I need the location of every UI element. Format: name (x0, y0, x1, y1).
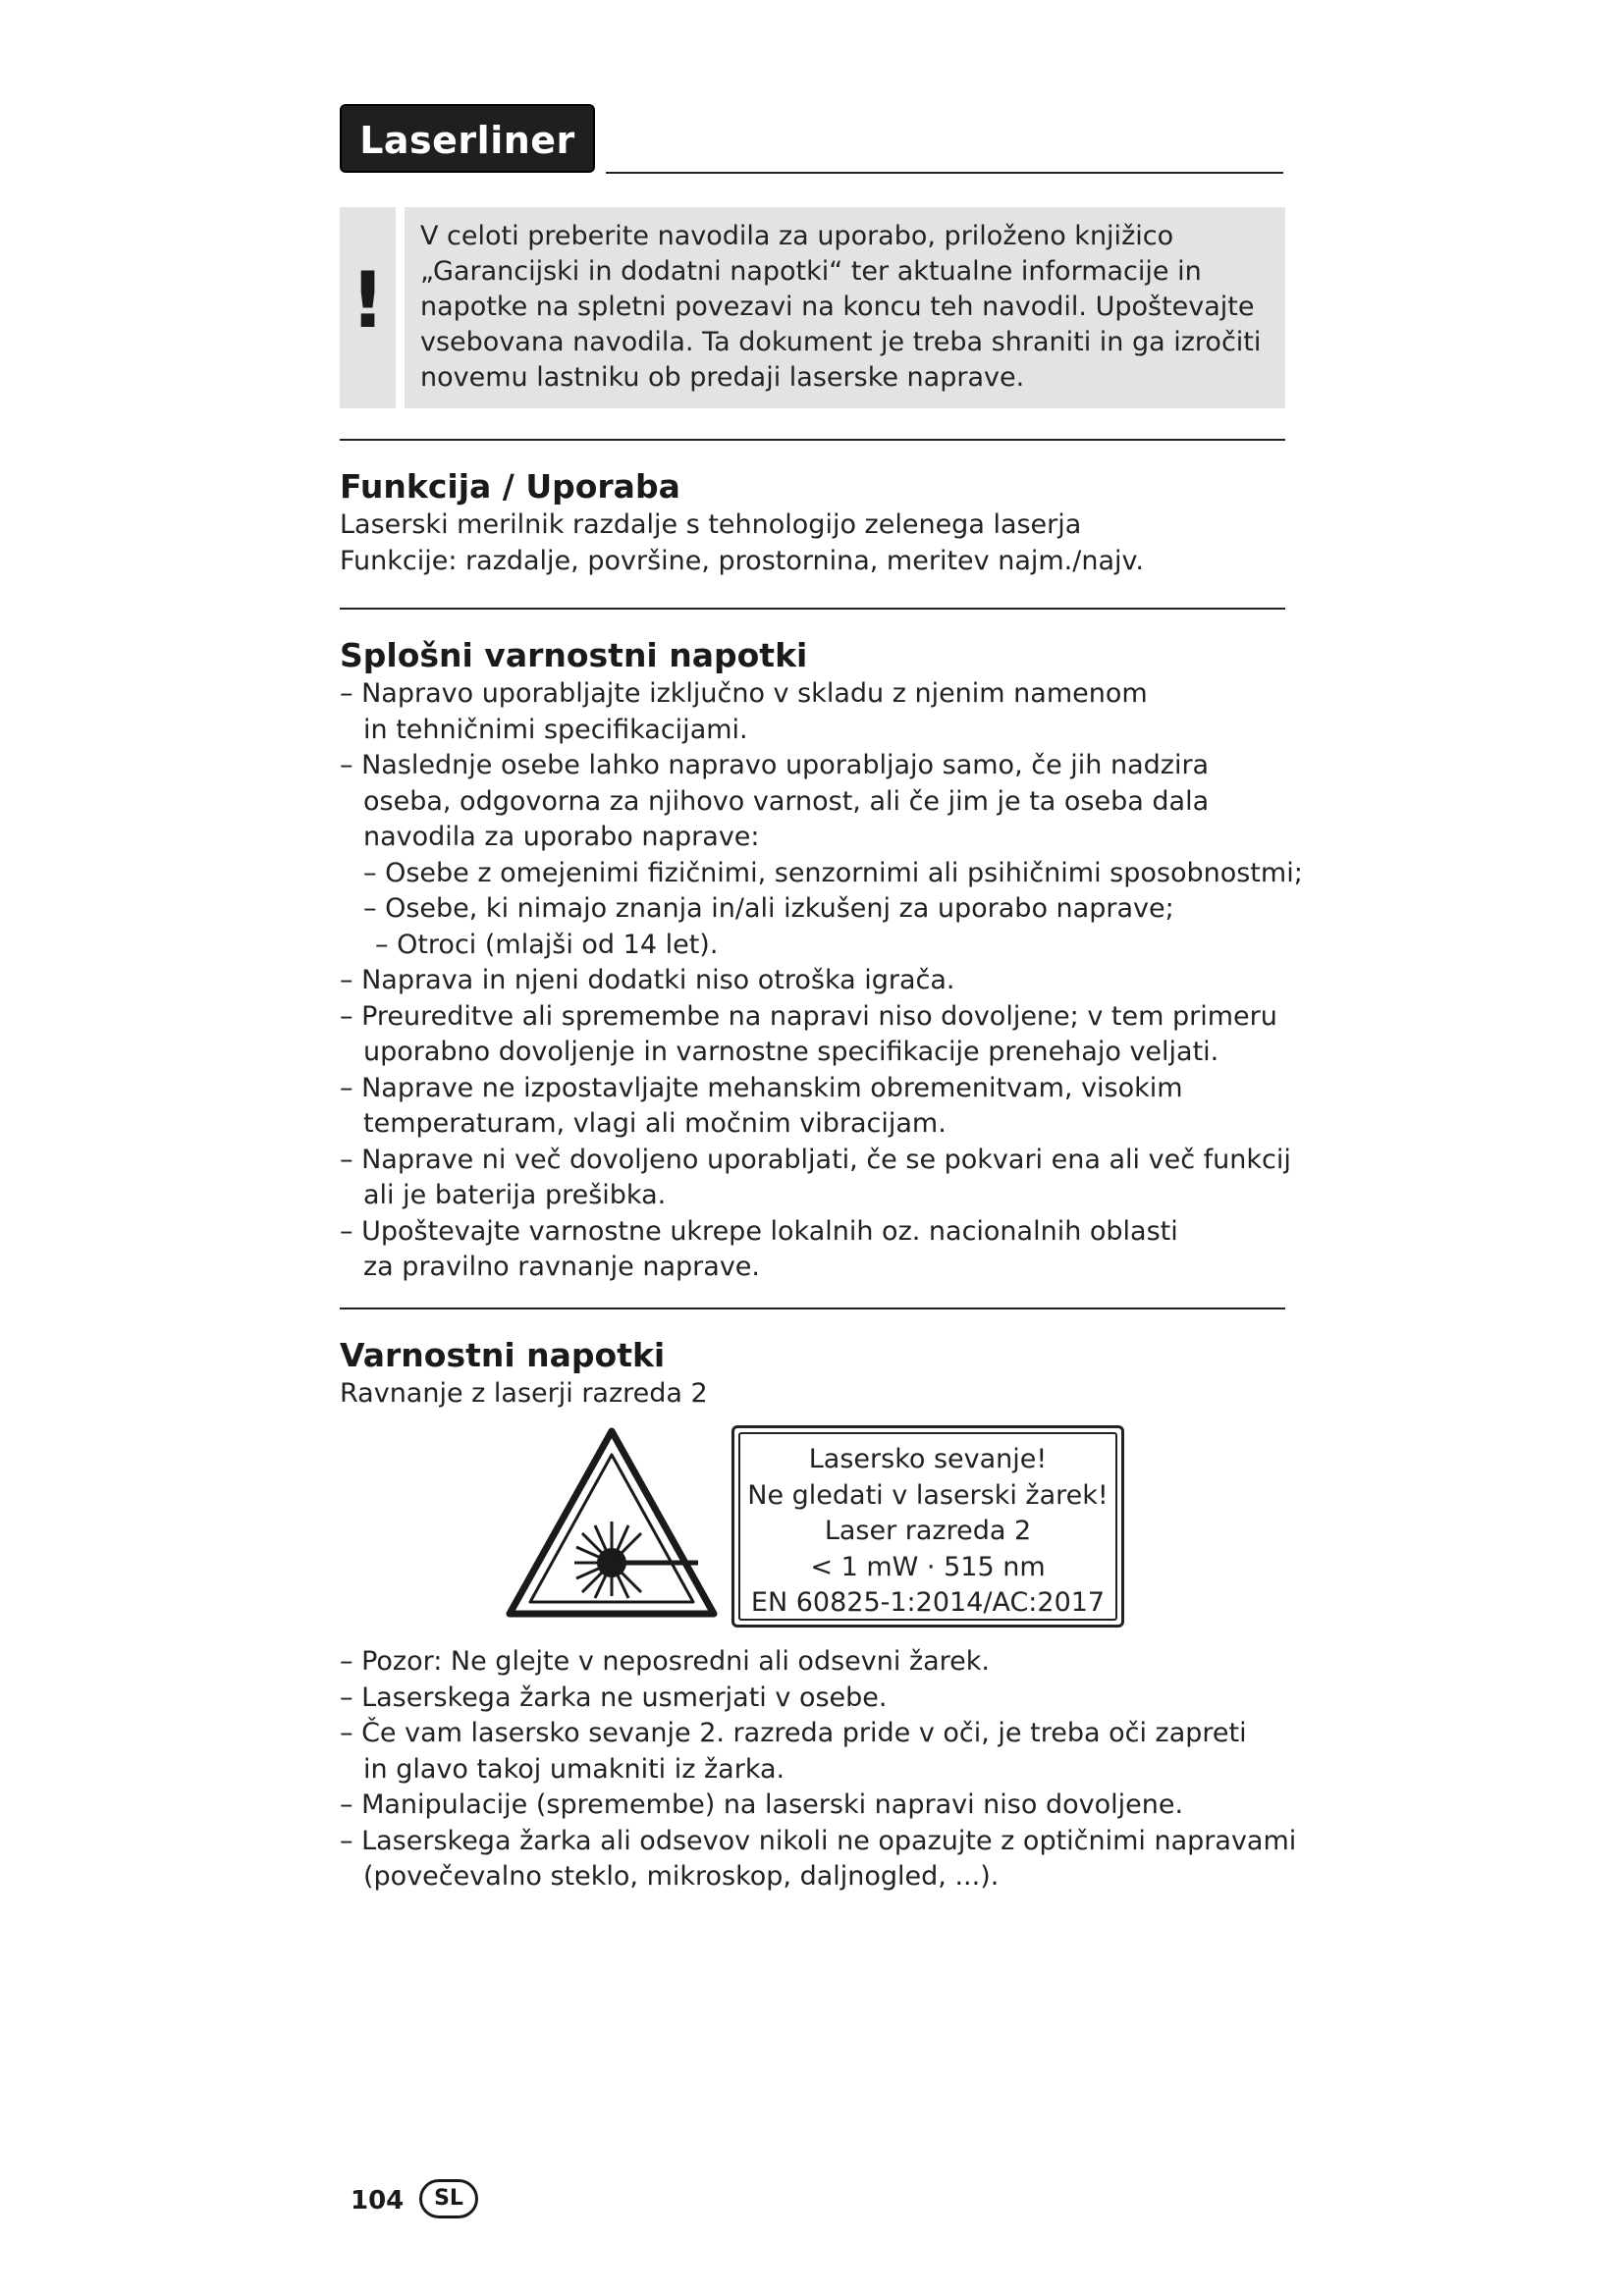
header-rule (606, 172, 1283, 174)
bullet-line: – Preureditve ali spremembe na napravi niso dovoljene; v tem primeru (340, 1000, 1277, 1032)
bullet-line: – Če vam lasersko sevanje 2. razreda pride v oči, je treba oči zapreti (340, 1718, 1247, 1748)
sub-bullet-line: – Osebe, ki nimajo znanja in/ali izkušenj za uporabo naprave; (363, 893, 1174, 924)
sub-bullet-line: – Otroci (mlajši od 14 let). (375, 929, 719, 960)
bullet-line: – Naslednje osebe lahko napravo uporabljajo samo, če jih nadzira (340, 750, 1210, 780)
section-divider (340, 608, 1285, 610)
section-heading: Varnostni napotki (340, 1336, 666, 1374)
bullet-line: – Naprave ni več dovoljeno uporabljati, če se pokvari ena ali več funkcij (340, 1144, 1291, 1175)
section-divider (340, 1308, 1285, 1309)
bullet-continuation: ali je baterija prešibka. (363, 1180, 667, 1210)
section-heading: Funkcija / Uporaba (340, 467, 680, 506)
notice-line: „Garancijski in dodatni napotki“ ter aktualne informacije in (420, 256, 1202, 287)
safety-notes-list (340, 1644, 1297, 1896)
bullet-continuation: uporabno dovoljenje in varnostne specifikacije prenehajo veljati. (363, 1037, 1219, 1067)
bullet-line: – Naprave ne izpostavljajte mehanskim obremenitvam, visokim (340, 1072, 1183, 1103)
notice-line: vsebovana navodila. Ta dokument je treba shraniti in ga izročiti (420, 327, 1262, 357)
body-line: Laserski merilnik razdalje s tehnologijo zelenega laserja (340, 509, 1082, 540)
general-safety-section (340, 635, 1303, 1286)
bullet-line: – Upoštevajte varnostne ukrepe lokalnih oz. nacionalnih oblasti (340, 1215, 1178, 1247)
notice-box (405, 207, 1285, 408)
bullet-line: – Napravo uporabljajte izključno v skladu z njenim namenom (340, 678, 1148, 709)
bullet-continuation: in glavo takoj umakniti iz žarka. (363, 1753, 785, 1785)
bullet-continuation: temperaturam, vlagi ali močnim vibracijam. (363, 1108, 947, 1139)
laser-class-label-inner (738, 1432, 1117, 1621)
bullet-continuation: oseba, odgovorna za njihovo varnost, ali če jim je ta oseba dala (363, 785, 1210, 817)
page-number: 104 (351, 2186, 405, 2216)
bullet-continuation: za pravilno ravnanje naprave. (363, 1252, 760, 1282)
laser-class-label (731, 1425, 1124, 1628)
label-line: < 1 mW · 515 nm (810, 1551, 1046, 1582)
bullet-line: – Manipulacije (spremembe) na laserski napravi niso dovoljene. (340, 1789, 1184, 1820)
bullet-line: – Laserskega žarka ne usmerjati v osebe. (340, 1682, 888, 1713)
notice-line: V celoti preberite navodila za uporabo, priloženo knjižico (420, 221, 1174, 251)
label-line: EN 60825-1:2014/AC:2017 (750, 1587, 1106, 1618)
exclamation-icon: ! (350, 257, 386, 346)
label-line: Lasersko sevanje! (808, 1444, 1048, 1474)
label-line: Laser razreda 2 (824, 1516, 1032, 1546)
safety-notes-section (340, 1335, 1285, 1413)
bullet-line: – Pozor: Ne glejte v neposredni ali odsevni žarek. (340, 1646, 991, 1677)
function-section (340, 466, 1285, 579)
sub-bullet-line: – Osebe z omejenimi fizičnimi, senzornimi ali psihičnimi sposobnostmi; (363, 857, 1303, 888)
bullet-continuation: (povečevalno steklo, mikroskop, daljnogled, ...). (363, 1861, 1000, 1892)
bullet-continuation: in tehničnimi specifikacijami. (363, 714, 748, 745)
body-line: Funkcije: razdalje, površine, prostornina, meritev najm./najv. (340, 545, 1144, 576)
laser-warning-triangle-icon (504, 1425, 720, 1620)
label-line: Ne gledati v laserski žarek! (747, 1479, 1109, 1511)
brand-logo: Laserliner (340, 104, 595, 173)
section-subtitle: Ravnanje z laserji razreda 2 (340, 1378, 708, 1409)
bullet-line: – Naprava in njeni dodatki niso otroška igrača. (340, 965, 955, 995)
notice-line: napotke na spletni povezavi na koncu teh navodil. Upoštevajte (420, 292, 1255, 322)
bullet-continuation: navodila za uporabo naprave: (363, 822, 760, 852)
notice-line: novemu lastniku ob predaji laserske naprave. (420, 362, 1025, 393)
section-heading: Splošni varnostni napotki (340, 636, 808, 674)
section-divider (340, 439, 1285, 441)
language-badge: SL (419, 2179, 478, 2218)
bullet-line: – Laserskega žarka ali odsevov nikoli ne opazujte z optičnimi napravami (340, 1825, 1297, 1856)
